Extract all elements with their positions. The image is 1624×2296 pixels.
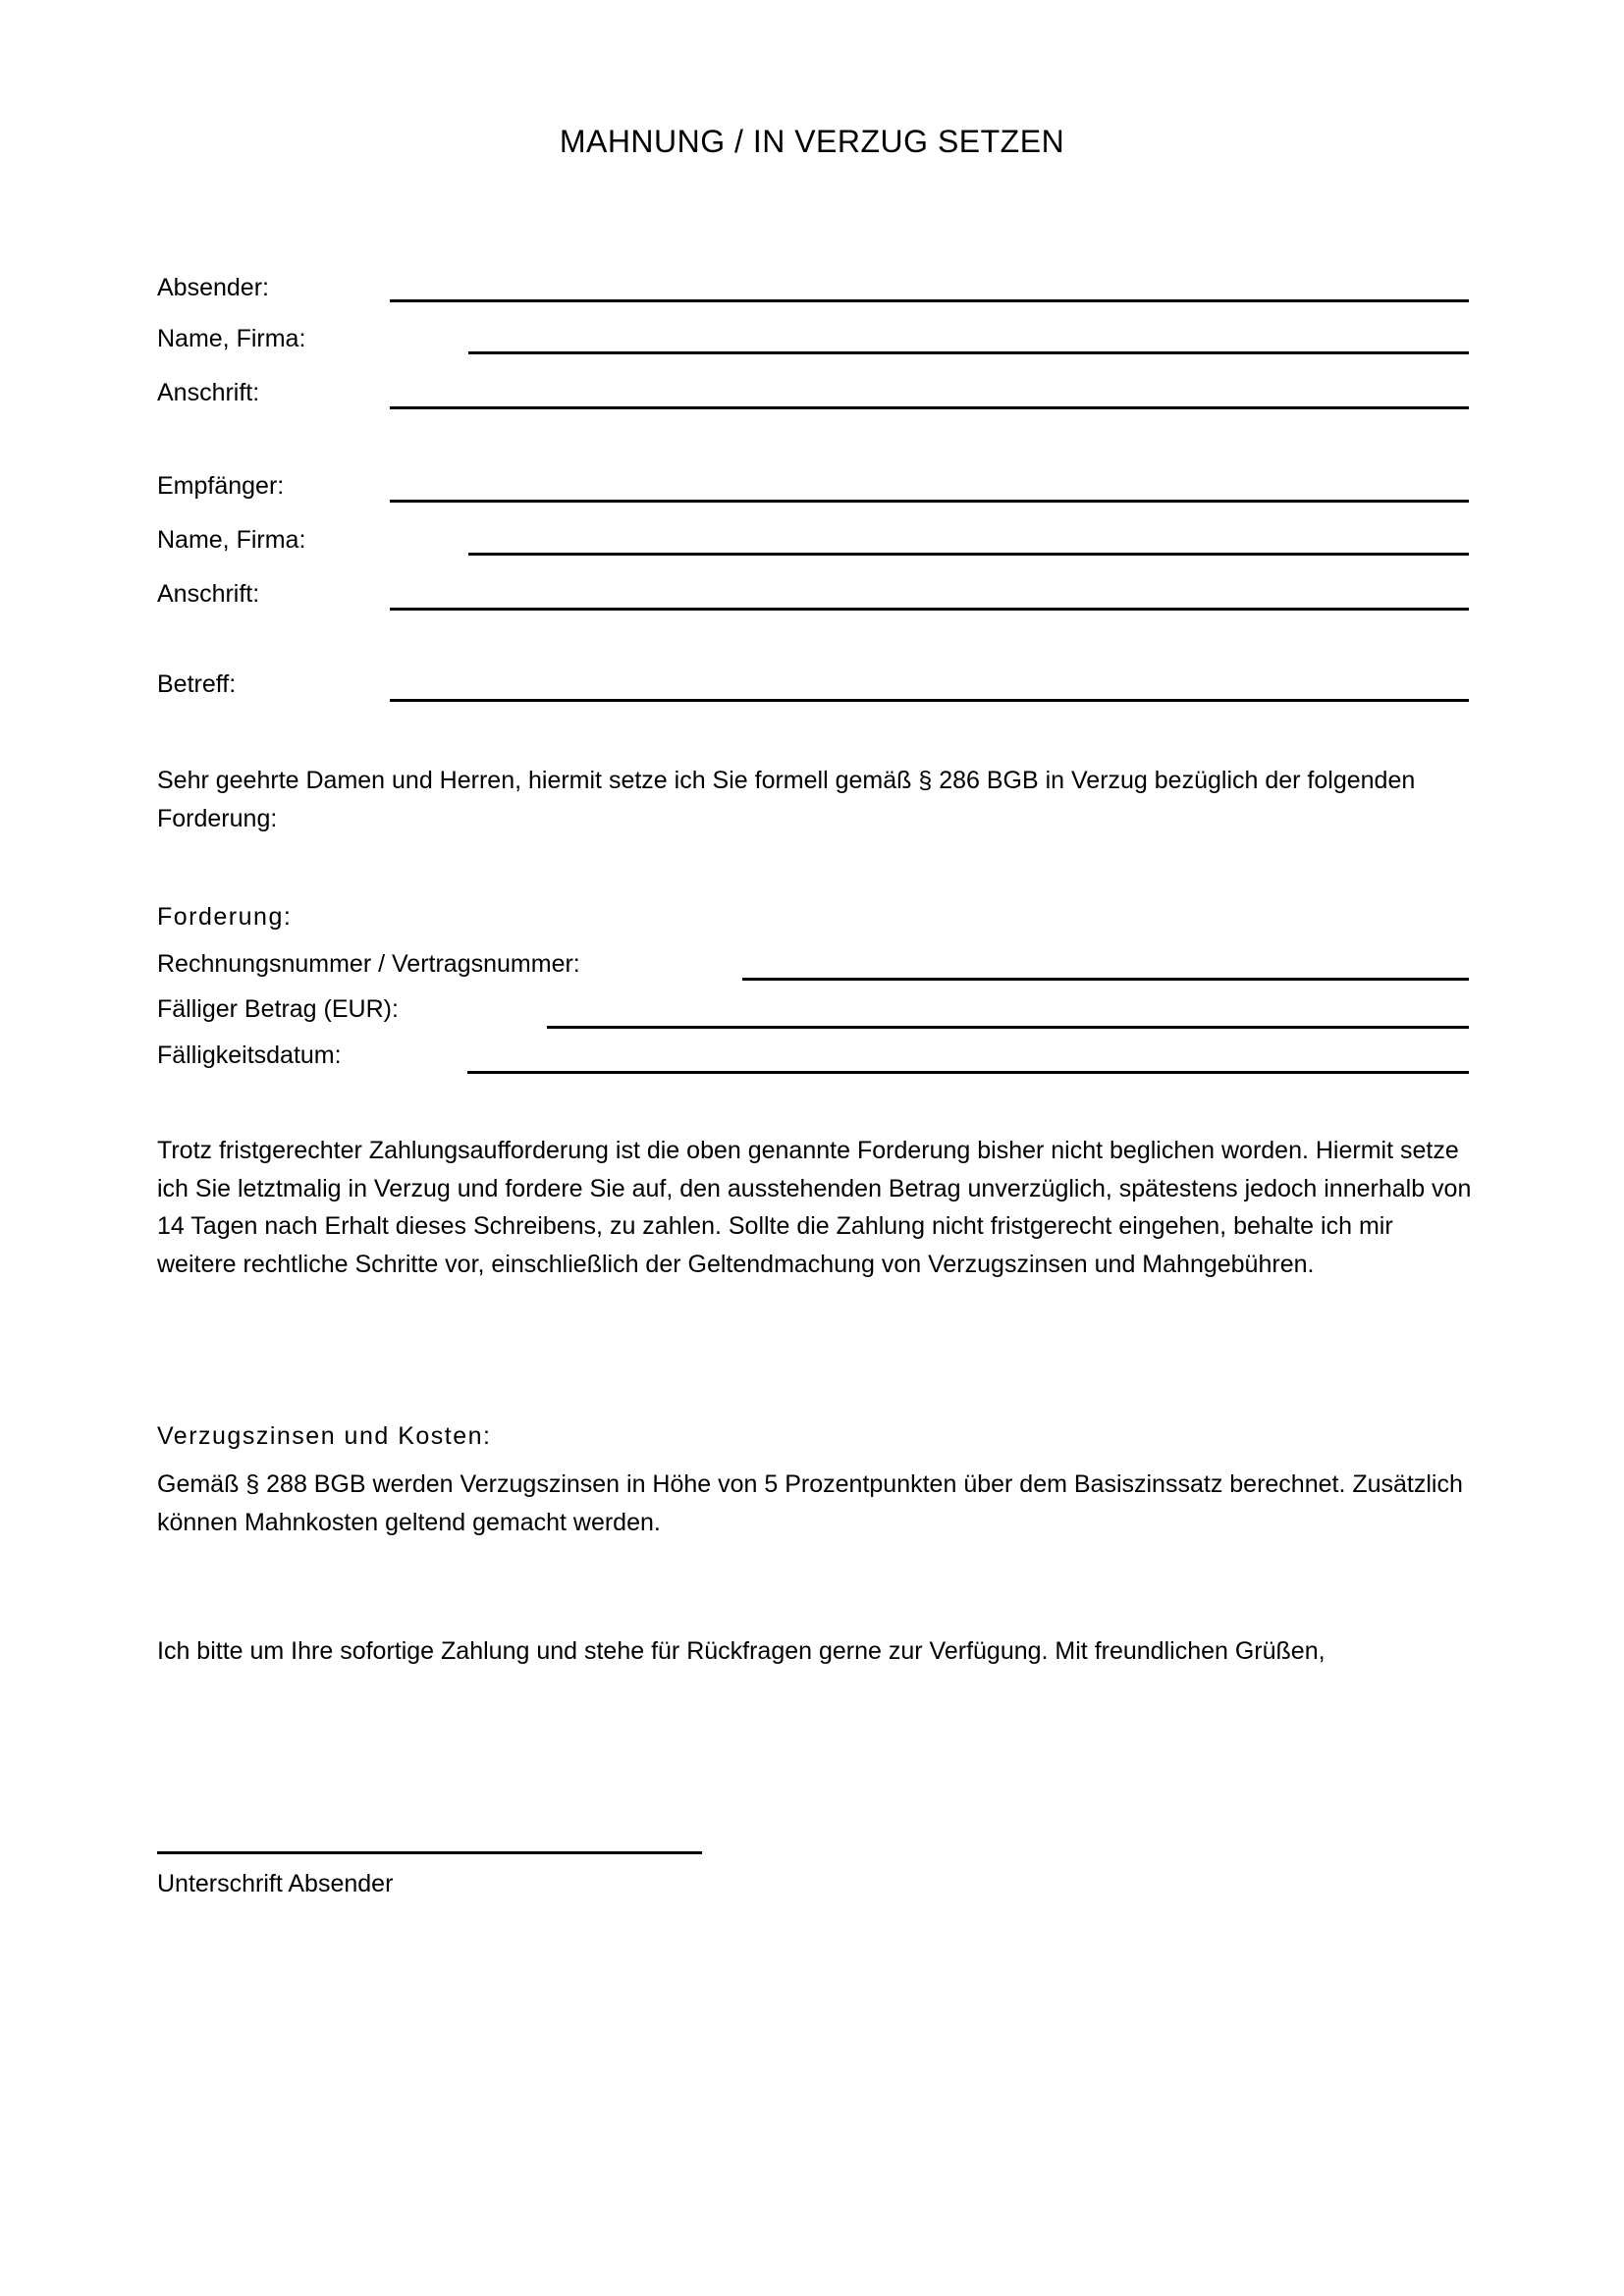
recipient-address-label: Anschrift: [157,580,260,608]
claim-section-heading: Forderung: [157,903,293,931]
sender-name-label: Name, Firma: [157,325,306,352]
signature-blank-line[interactable] [157,1851,702,1854]
closing-paragraph: Ich bitte um Ihre sofortige Zahlung und stehe für Rückfragen gerne zur Verfügung. Mit freundlichen Grüßen, [157,1637,1326,1665]
subject-blank-line[interactable] [390,699,1469,702]
intro-paragraph: Sehr geehrte Damen und Herren, hiermit setze ich Sie formell gemäß § 286 BGB in Verzug bezüglich der folgenden Forderung: [157,767,1416,832]
recipient-section-label: Empfänger: [157,472,285,500]
sender-blank-line[interactable] [390,299,1469,302]
interest-section-heading: Verzugszinsen und Kosten: [157,1422,492,1450]
recipient-address-blank-line[interactable] [390,608,1469,611]
recipient-name-label: Name, Firma: [157,526,306,554]
sender-address-blank-line[interactable] [390,406,1469,409]
invoice-number-blank-line[interactable] [742,978,1469,981]
due-date-blank-line[interactable] [467,1071,1469,1074]
recipient-blank-line[interactable] [390,500,1469,503]
invoice-number-label: Rechnungsnummer / Vertragsnummer: [157,950,580,978]
due-date-label: Fälligkeitsdatum: [157,1041,342,1069]
amount-due-blank-line[interactable] [547,1026,1469,1029]
sender-name-blank-line[interactable] [468,351,1469,354]
sender-section-label: Absender: [157,274,269,301]
interest-paragraph: Gemäß § 288 BGB werden Verzugszinsen in Höhe von 5 Prozentpunkten über dem Basiszinssatz berechnet. Zusätzlich können Mahnkosten geltend gemacht werden. [157,1470,1463,1536]
amount-due-label: Fälliger Betrag (EUR): [157,995,399,1023]
demand-paragraph: Trotz fristgerechter Zahlungsaufforderung ist die oben genannte Forderung bisher nicht beglichen worden. Hiermit setze ich Sie letztmalig in Verzug und fordere Sie auf, den ausstehenden Betrag unverzüglich, spätestens jedoch innerhalb von 14 Tagen nach Erhalt dieses Schreibens, zu zahlen. Sollte die Zahlung nicht fristgerecht eingehen, behalte ich mir weitere rechtliche Schritte vor, einschließlich der Geltendmachung von Verzugszinsen und Mahngebühren. [157,1137,1472,1278]
signature-label: Unterschrift Absender [157,1870,394,1897]
recipient-name-blank-line[interactable] [468,553,1469,556]
subject-label: Betreff: [157,670,237,698]
document-title: MAHNUNG / IN VERZUG SETZEN [559,124,1065,159]
sender-address-label: Anschrift: [157,379,260,406]
